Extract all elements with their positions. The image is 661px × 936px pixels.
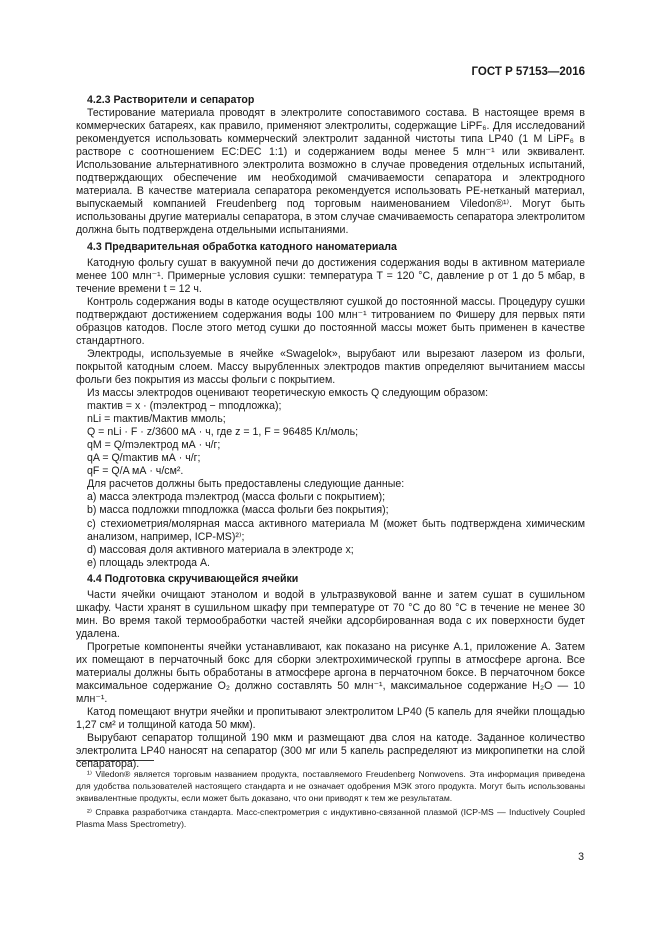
footnote-divider — [76, 760, 154, 761]
paragraph: Контроль содержания воды в катоде осуществляют сушкой до постоянной массы. Процедуру сушки подтверждают достижением содержания воды 100 млн⁻¹ титрованием по Фишеру для первых пяти образцов катодов. После этого метод сушки до постоянной массы может быть применен в качестве стандартного. — [76, 295, 585, 347]
formula-line: qF = Q/A мА · ч/см². — [87, 465, 184, 478]
list-item: а) масса электрода mэлектрод (масса фольги с покрытием); — [87, 491, 386, 504]
paragraph: Части ячейки очищают этанолом и водой в ультразвуковой ванне и затем сушат в сушильном шкафу. Части хранят в сушильном шкафу при температуре от 70 °C до 80 °C в течение не менее 30 мин. Во время такой термообработки частей ячейки адсорбированная вода с их поверхности будет удалена. — [76, 588, 585, 640]
footnotes — [76, 768, 585, 830]
page-number: 3 — [578, 851, 584, 863]
list-item: с) стехиометрия/молярная масса активного материала M (может быть подтверждена химическим анализом, например, ICP-MS)²⁾; — [87, 517, 585, 543]
formula-line: mактив = x · (mэлектрод − mподложка); — [87, 400, 282, 413]
footnote: ¹⁾ Viledon® является торговым названием продукта, поставляемого Freudenberg Nonwovens. Эта информация приведена для удобства пользователей настоящего стандарта и не означает одобрения МЭК этого продукта. Могут быть использованы эквивалентные продукты, если может быть доказано, что они приводят к тем же результатам. — [76, 769, 585, 803]
list-item: е) площадь электрода A. — [87, 556, 210, 569]
formula-line: qA = Q/mактив мА · ч/г; — [87, 452, 201, 465]
section-title-4-2-3: 4.2.3 Растворители и сепаратор — [87, 94, 255, 106]
formula-line: qM = Q/mэлектрод мА · ч/г; — [87, 439, 221, 452]
formula-line: nLi = mактив/Mактив ммоль; — [87, 413, 226, 426]
list-item: b) масса подложки mподложка (масса фольги без покрытия); — [87, 504, 389, 517]
section-title-4-3: 4.3 Предварительная обработка катодного наноматериала — [87, 240, 397, 253]
section-title-4-4: 4.4 Подготовка скручивающейся ячейки — [87, 572, 299, 585]
paragraph: Из массы электродов оценивают теоретическую емкость Q следующим образом: — [87, 387, 489, 400]
paragraph: Вырубают сепаратор толщиной 190 мкм и размещают два слоя на катоде. Заданное количество электролита LP40 наносят на сепаратор (300 мг или 5 капель распределяют из микропипетки на слой сепаратора). — [76, 732, 585, 771]
footnote: ²⁾ Справка разработчика стандарта. Масс-спектрометрия с индуктивно-связанной плазмой (ICP-MS — Inductively Coupled Plasma Mass Spectrometry). — [76, 807, 585, 829]
standard-header: ГОСТ Р 57153—2016 — [471, 66, 585, 78]
paragraph: Тестирование материала проводят в электролите сопоставимого состава. В настоящее время в коммерческих батареях, как правило, применяют электролиты, содержащие LiPF₆. Для исследований рекомендуется использовать коммерческий электролит заданной чистоты типа LP40 (1 M LiPF₆ в растворе с соотношением EC:DEC 1:1) и содержанием воды менее 5 млн⁻¹ или эквивалент. Использование альтернативного электролита возможно в случае проведения отдельных испытаний, подтверждающих обеспечение им необходимой смачиваемости сепаратора и электродного материала. В качестве материала сепаратора рекомендуется использовать PE-нетканый материал, выпускаемый компанией Freudenberg под торговым наименованием Viledon®¹⁾. Могут быть использованы другие материалы сепаратора, в этом случае смачиваемость сепаратора электролитом должна быть подтверждена отдельными испытаниями. — [76, 107, 585, 237]
formula-line: Q = nLi · F · z/3600 мА · ч, где z = 1, F = 96485 Кл/моль; — [87, 426, 359, 439]
paragraph: Для расчетов должны быть предоставлены следующие данные: — [87, 478, 405, 491]
paragraph: Прогретые компоненты ячейки устанавливают, как показано на рисунке А.1, приложение А. Затем их помещают в перчаточный бокс для сборки электрохимической группы в атмосфере аргона. Все материалы должны быть обработаны в атмосфере аргона в перчаточном боксе. В перчаточном боксе максимальное содержание O₂ должно составлять 50 млн⁻¹, максимальное содержание H₂O — 10 млн⁻¹. — [76, 640, 585, 706]
list-item: d) массовая доля активного материала в электроде x; — [87, 543, 354, 556]
body-content — [76, 94, 585, 771]
paragraph: Катод помещают внутри ячейки и пропитывают электролитом LP40 (5 капель для ячейки площадью 1,27 см² и толщиной катода 50 мкм). — [76, 706, 585, 732]
paragraph: Электроды, используемые в ячейке «Swagelok», вырубают или вырезают лазером из фольги, покрытой катодным слоем. Массу вырубленных электродов mактив определяют вычитанием массы фольги без покрытия из массы фольги с покрытием. — [76, 347, 585, 386]
paragraph: Катодную фольгу сушат в вакуумной печи до достижения содержания воды в активном материале менее 100 млн⁻¹. Примерные условия сушки: температура T = 120 °C, давление p от 1 до 5 мбар, в течение времени t = 12 ч. — [76, 256, 585, 295]
